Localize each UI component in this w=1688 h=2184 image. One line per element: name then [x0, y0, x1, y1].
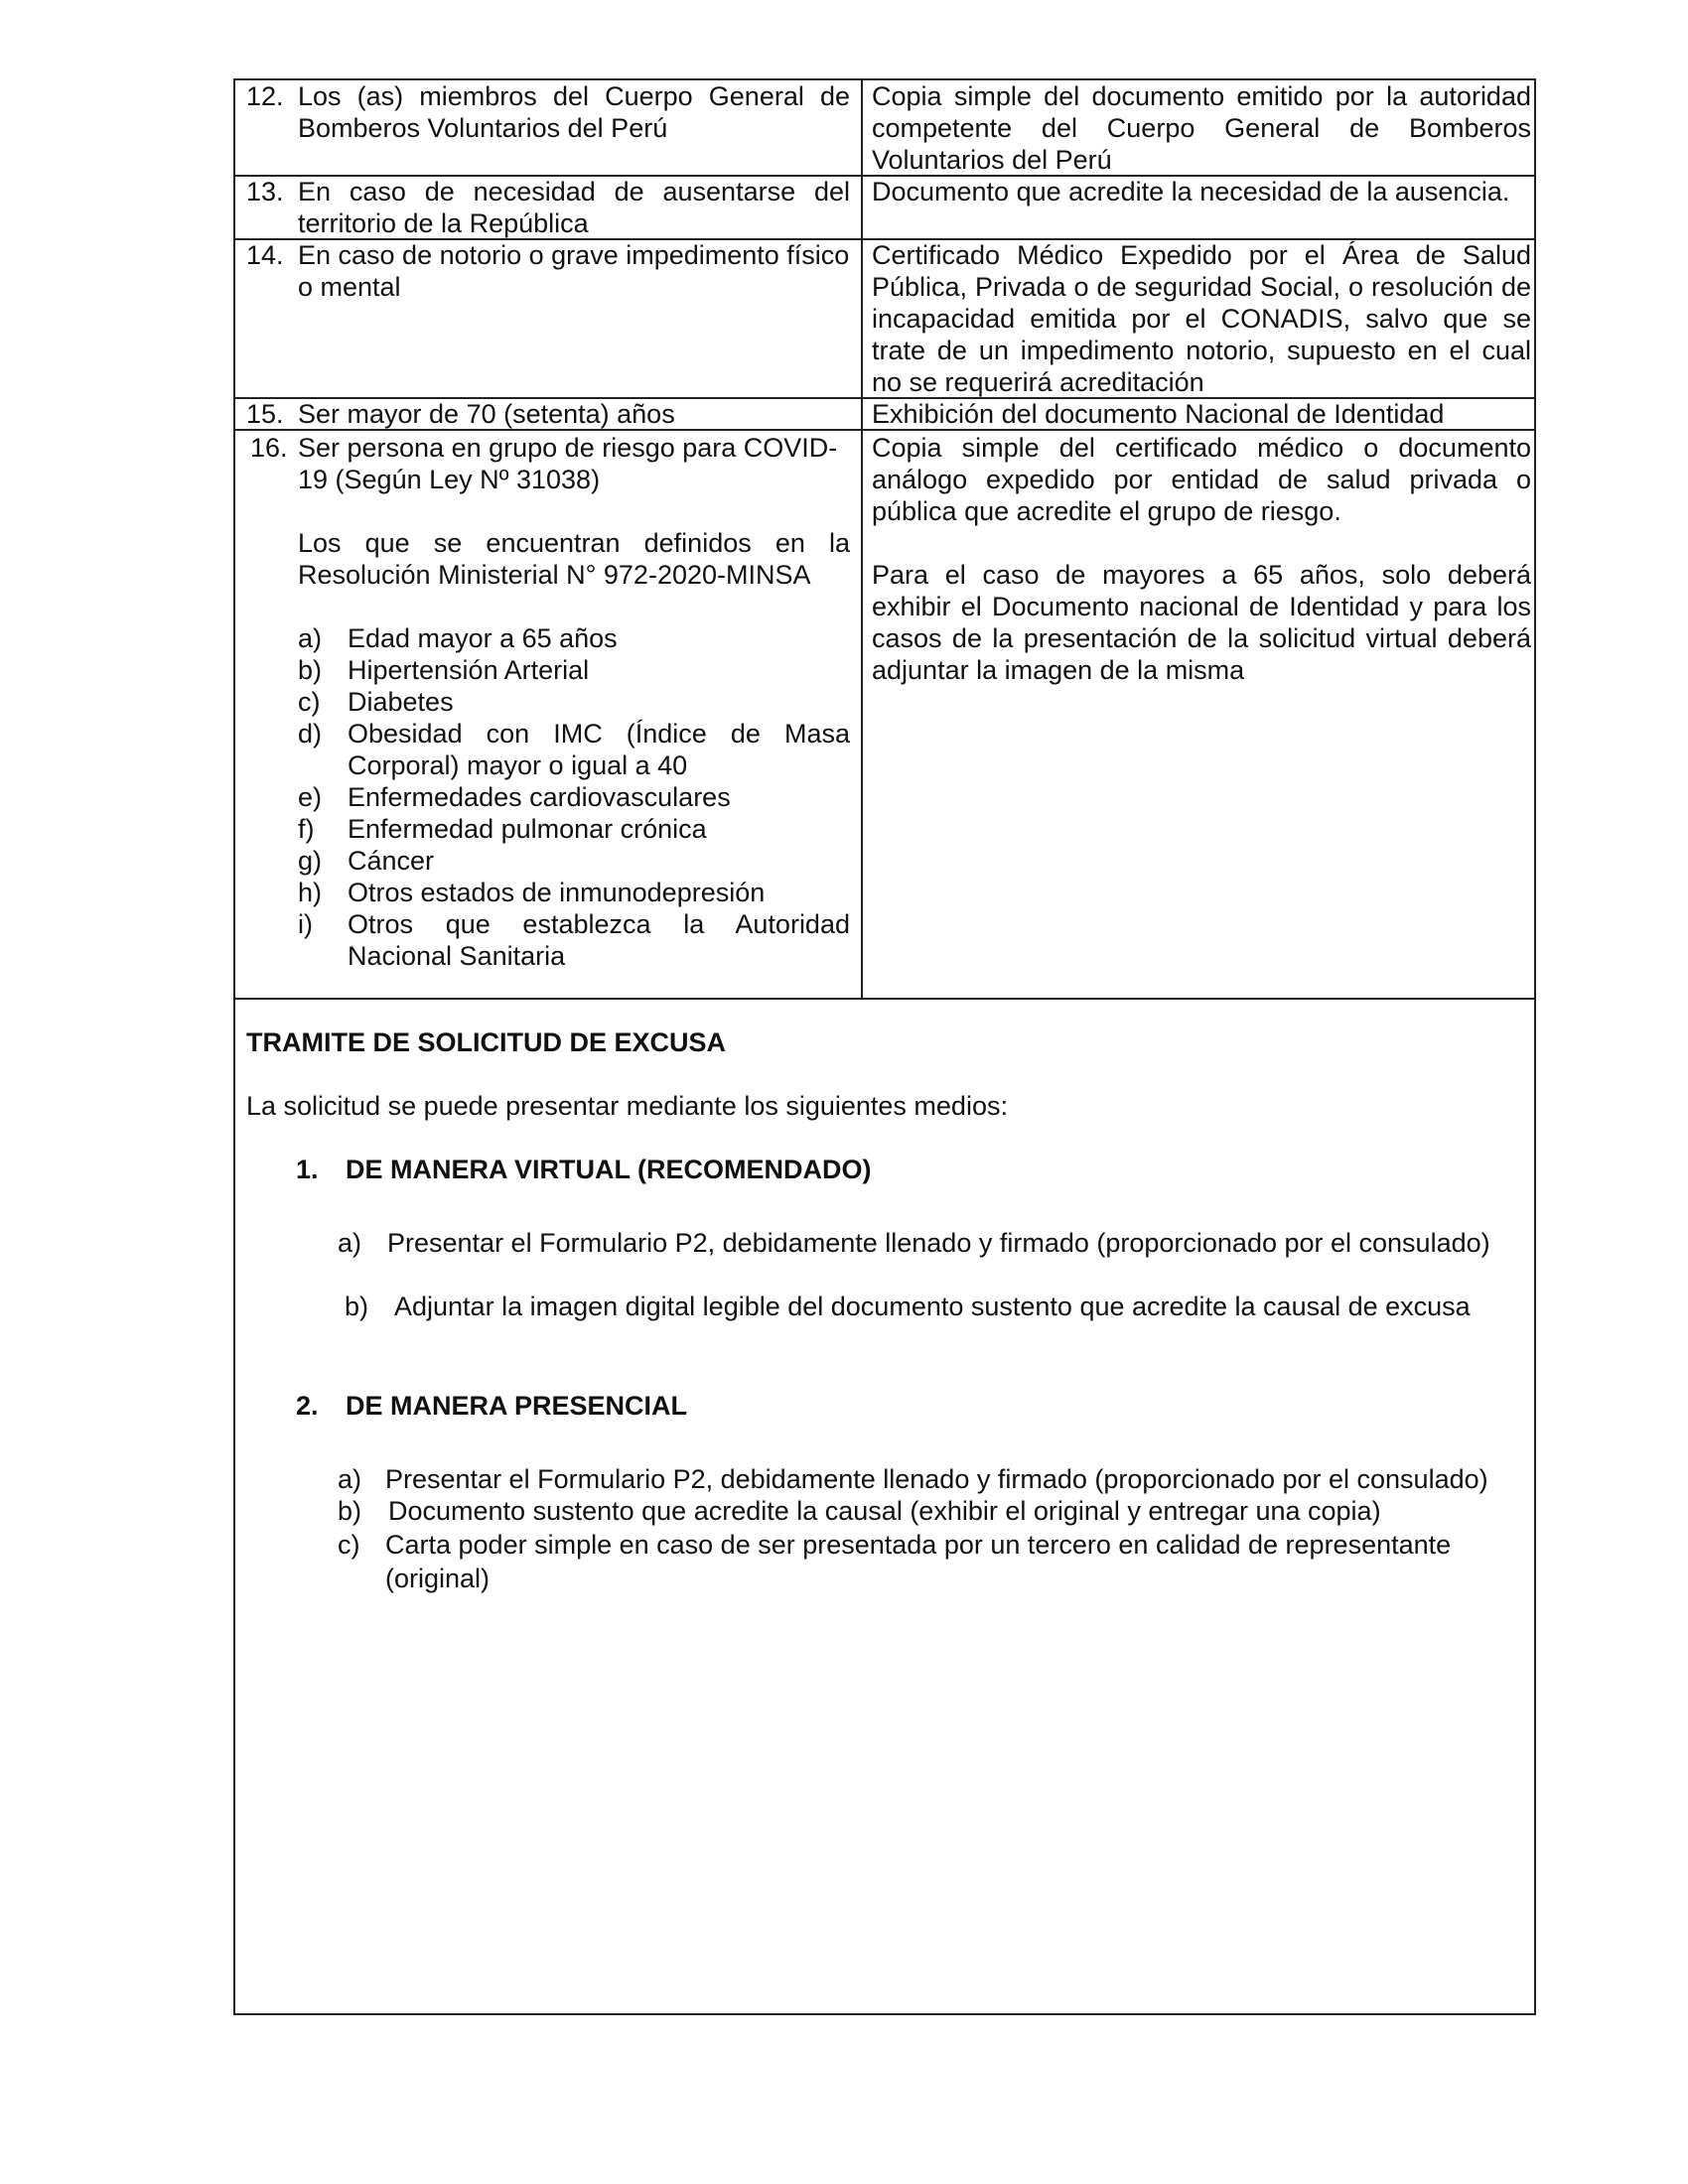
- virtual-number: 1.: [296, 1155, 319, 1184]
- row-number: 15.: [246, 399, 284, 429]
- presencial-item-letter: a): [338, 1464, 362, 1494]
- presencial-item: Presentar el Formulario P2, debidamente llenado y firmado (proporcionado por el consulado): [385, 1464, 1488, 1494]
- presencial-title: DE MANERA PRESENCIAL: [346, 1391, 688, 1421]
- list-item: b) Hipertensión Arterial: [298, 655, 590, 685]
- table-row-14-right: Certificado Médico Expedido por el Área de Salud Pública, Privada o de seguridad Social, o resolución de incapacidad emitida por el CONADIS, salvo que se trate de un impedimento notorio, supuesto en el cual no se requerirá acreditación: [872, 240, 1531, 397]
- row-divider: [233, 998, 1536, 1000]
- list-item: d) Obesidad con IMC (Índice de Masa Corporal) mayor o igual a 40: [298, 719, 850, 780]
- row-number: 13.: [246, 177, 284, 206]
- table-row-13-right: Documento que acredite la necesidad de la ausencia.: [872, 177, 1510, 206]
- row-cause: Los (as) miembros del Cuerpo General de Bomberos Voluntarios del Perú: [298, 81, 850, 143]
- table-row-15-left: [246, 398, 850, 430]
- table-row-12-right: Copia simple del documento emitido por la autoridad competente del Cuerpo General de Bomberos Voluntarios del Perú: [872, 81, 1531, 175]
- row-number: 12.: [246, 81, 284, 111]
- list-item: i) Otros que establezca la Autoridad Nacional Sanitaria: [298, 909, 850, 971]
- table-row-15-right: Exhibición del documento Nacional de Identidad: [872, 399, 1445, 429]
- presencial-item: Documento sustento que acredite la causal (exhibir el original y entregar una copia): [388, 1496, 1381, 1526]
- table-row-16-left: [246, 432, 850, 972]
- row-cause: En caso de necesidad de ausentarse del territorio de la República: [298, 177, 850, 238]
- row-number: 14.: [246, 240, 284, 270]
- virtual-item: Presentar el Formulario P2, debidamente llenado y firmado (proporcionado por el consulado): [387, 1228, 1490, 1258]
- list-item: a) Edad mayor a 65 años: [298, 623, 618, 653]
- row-cause: En caso de notorio o grave impedimento físico o mental: [298, 240, 850, 302]
- virtual-item: Adjuntar la imagen digital legible del documento sustento que acredite la causal de excusa: [394, 1292, 1471, 1321]
- presencial-item-continuation: (original): [385, 1564, 491, 1593]
- row-cause: Ser mayor de 70 (setenta) años: [298, 399, 675, 429]
- table-row-16-right: [872, 432, 1531, 686]
- row-requirement-paragraph: Para el caso de mayores a 65 años, solo deberá exhibir el Documento nacional de Identidad y para los casos de la presentación de la solicitud virtual deberá adjuntar la imagen de la misma: [872, 560, 1531, 685]
- list-item: e) Enfermedades cardiovasculares: [298, 782, 731, 812]
- virtual-item-letter: a): [338, 1228, 362, 1258]
- presencial-item-letter: b): [338, 1496, 362, 1526]
- list-item: c) Diabetes: [298, 687, 454, 717]
- table-row-13-left: [246, 176, 850, 239]
- list-item: f) Enfermedad pulmonar crónica: [298, 814, 707, 844]
- virtual-item-letter: b): [345, 1292, 369, 1321]
- row-cause: Ser persona en grupo de riesgo para COVID-19 (Según Ley Nº 31038): [298, 433, 838, 494]
- list-item: g) Cáncer: [298, 846, 435, 876]
- row-cause-paragraph: Los que se encuentran definidos en la Resolución Ministerial N° 972-2020-MINSA: [298, 528, 850, 590]
- column-divider: [861, 78, 863, 1000]
- presencial-item-letter: c): [338, 1530, 360, 1560]
- presencial-number: 2.: [296, 1391, 319, 1421]
- section-intro: La solicitud se puede presentar mediante los siguientes medios:: [246, 1091, 1008, 1121]
- presencial-item: Carta poder simple en caso de ser presentada por un tercero en calidad de representante: [385, 1530, 1452, 1560]
- row-number: 16.: [250, 433, 288, 463]
- table-row-14-left: [246, 239, 850, 303]
- table-row-12-left: [246, 80, 850, 144]
- section-heading: TRAMITE DE SOLICITUD DE EXCUSA: [246, 1027, 727, 1057]
- virtual-title: DE MANERA VIRTUAL (RECOMENDADO): [346, 1155, 872, 1184]
- list-item: h) Otros estados de inmunodepresión: [298, 878, 766, 907]
- risk-group-list: [298, 622, 850, 972]
- row-requirement: Copia simple del certificado médico o documento análogo expedido por entidad de salud privada o pública que acredite el grupo de riesgo.: [872, 433, 1531, 526]
